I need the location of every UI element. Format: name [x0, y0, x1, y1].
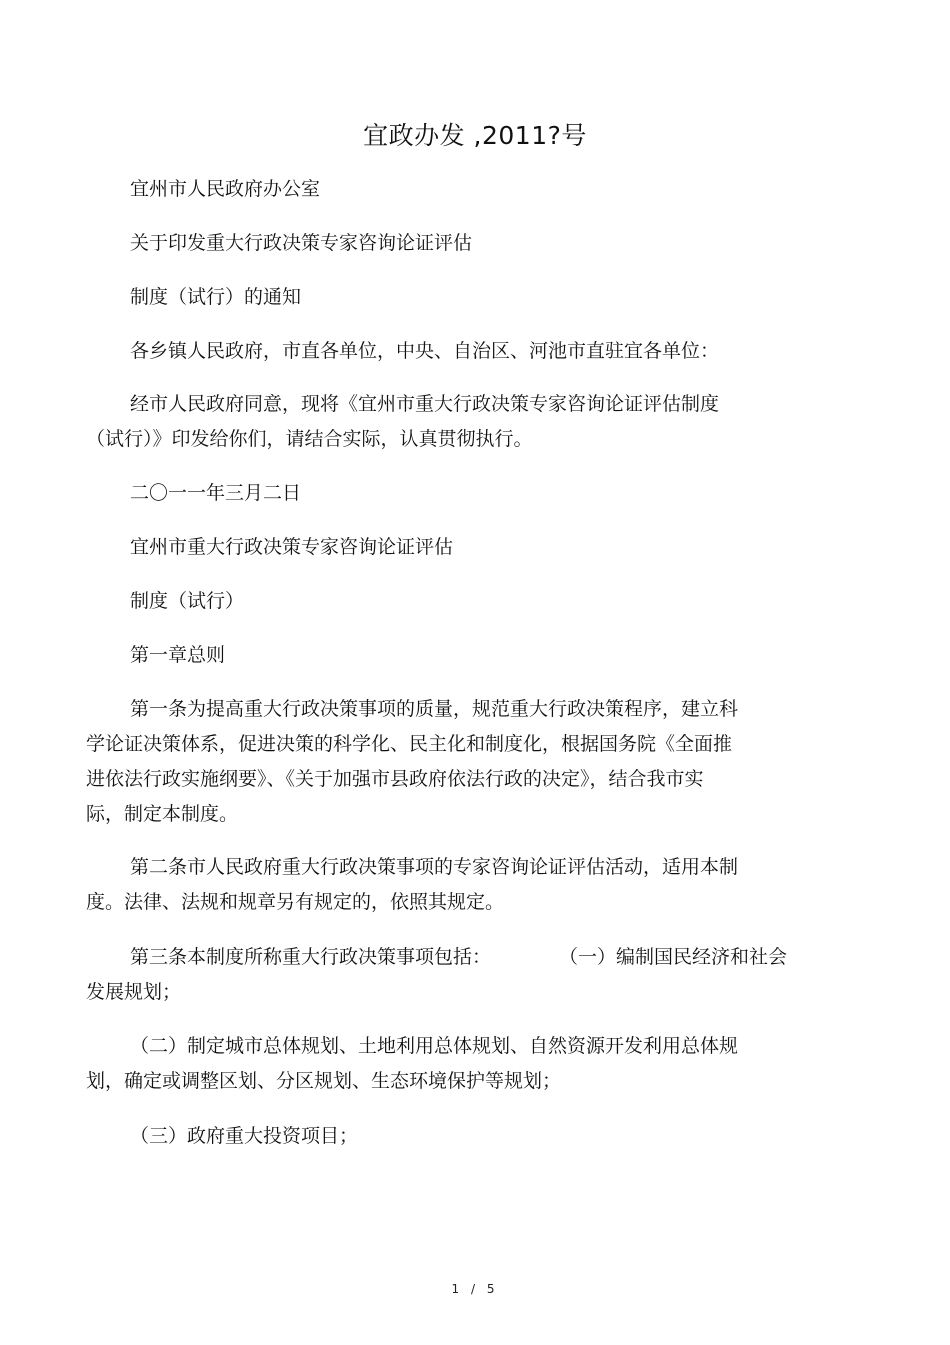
notice-title-line2: 制度（试行）的通知 — [130, 286, 302, 308]
item2-line: 划，确定或调整区划、分区规划、生态环境保护等规划； — [86, 1070, 562, 1092]
document-number-title: 宜政办发 ,2011?号 — [363, 121, 587, 150]
intro-line2: （试行）》印发给你们，请结合实际，认真贯彻执行。 — [86, 428, 533, 450]
item2-paragraph — [86, 1029, 846, 1099]
notice-title-line1: 关于印发重大行政决策专家咨询论证评估 — [130, 232, 473, 254]
item2-line: （二）制定城市总体规划、土地利用总体规划、自然资源开发利用总体规 — [130, 1035, 739, 1057]
issue-date: 二〇一一年三月二日 — [130, 482, 302, 504]
page-number: 1 / 5 — [451, 1282, 499, 1296]
intro-line1: 经市人民政府同意，现将《宜州市重大行政决策专家咨询论证评估制度 — [130, 393, 720, 415]
article2-line: 度。法律、法规和规章另有规定的，依照其规定。 — [86, 891, 505, 913]
article3-lead: 第三条本制度所称重大行政决策事项包括： — [130, 946, 492, 968]
issuer-line: 宜州市人民政府办公室 — [130, 178, 321, 200]
article1-line: 第一条为提高重大行政决策事项的质量，规范重大行政决策程序，建立科 — [130, 698, 739, 720]
item3-line: （三）政府重大投资项目； — [130, 1125, 359, 1147]
article2-line: 第二条市人民政府重大行政决策事项的专家咨询论证评估活动，适用本制 — [130, 856, 739, 878]
rules-title-line2: 制度（试行） — [130, 590, 245, 612]
article1-line: 际，制定本制度。 — [86, 803, 239, 825]
rules-title-line1: 宜州市重大行政决策专家咨询论证评估 — [130, 536, 454, 558]
article1-paragraph — [86, 692, 846, 832]
article3-line1 — [86, 940, 846, 975]
chapter-heading: 第一章总则 — [130, 644, 226, 666]
intro-paragraph — [86, 387, 846, 457]
article3-line2: 发展规划； — [86, 981, 182, 1003]
article1-line: 进依法行政实施纲要》、《关于加强市县政府依法行政的决定》，结合我市实 — [86, 768, 704, 790]
article3-item1-start: （一）编制国民经济和社会 — [559, 946, 788, 968]
addressee-line: 各乡镇人民政府，市直各单位，中央、自治区、河池市直驻宜各单位： — [130, 340, 720, 362]
article3-paragraph — [86, 940, 846, 1010]
article2-paragraph — [86, 850, 846, 920]
article1-line: 学论证决策体系，促进决策的科学化、民主化和制度化，根据国务院《全面推 — [86, 733, 733, 755]
